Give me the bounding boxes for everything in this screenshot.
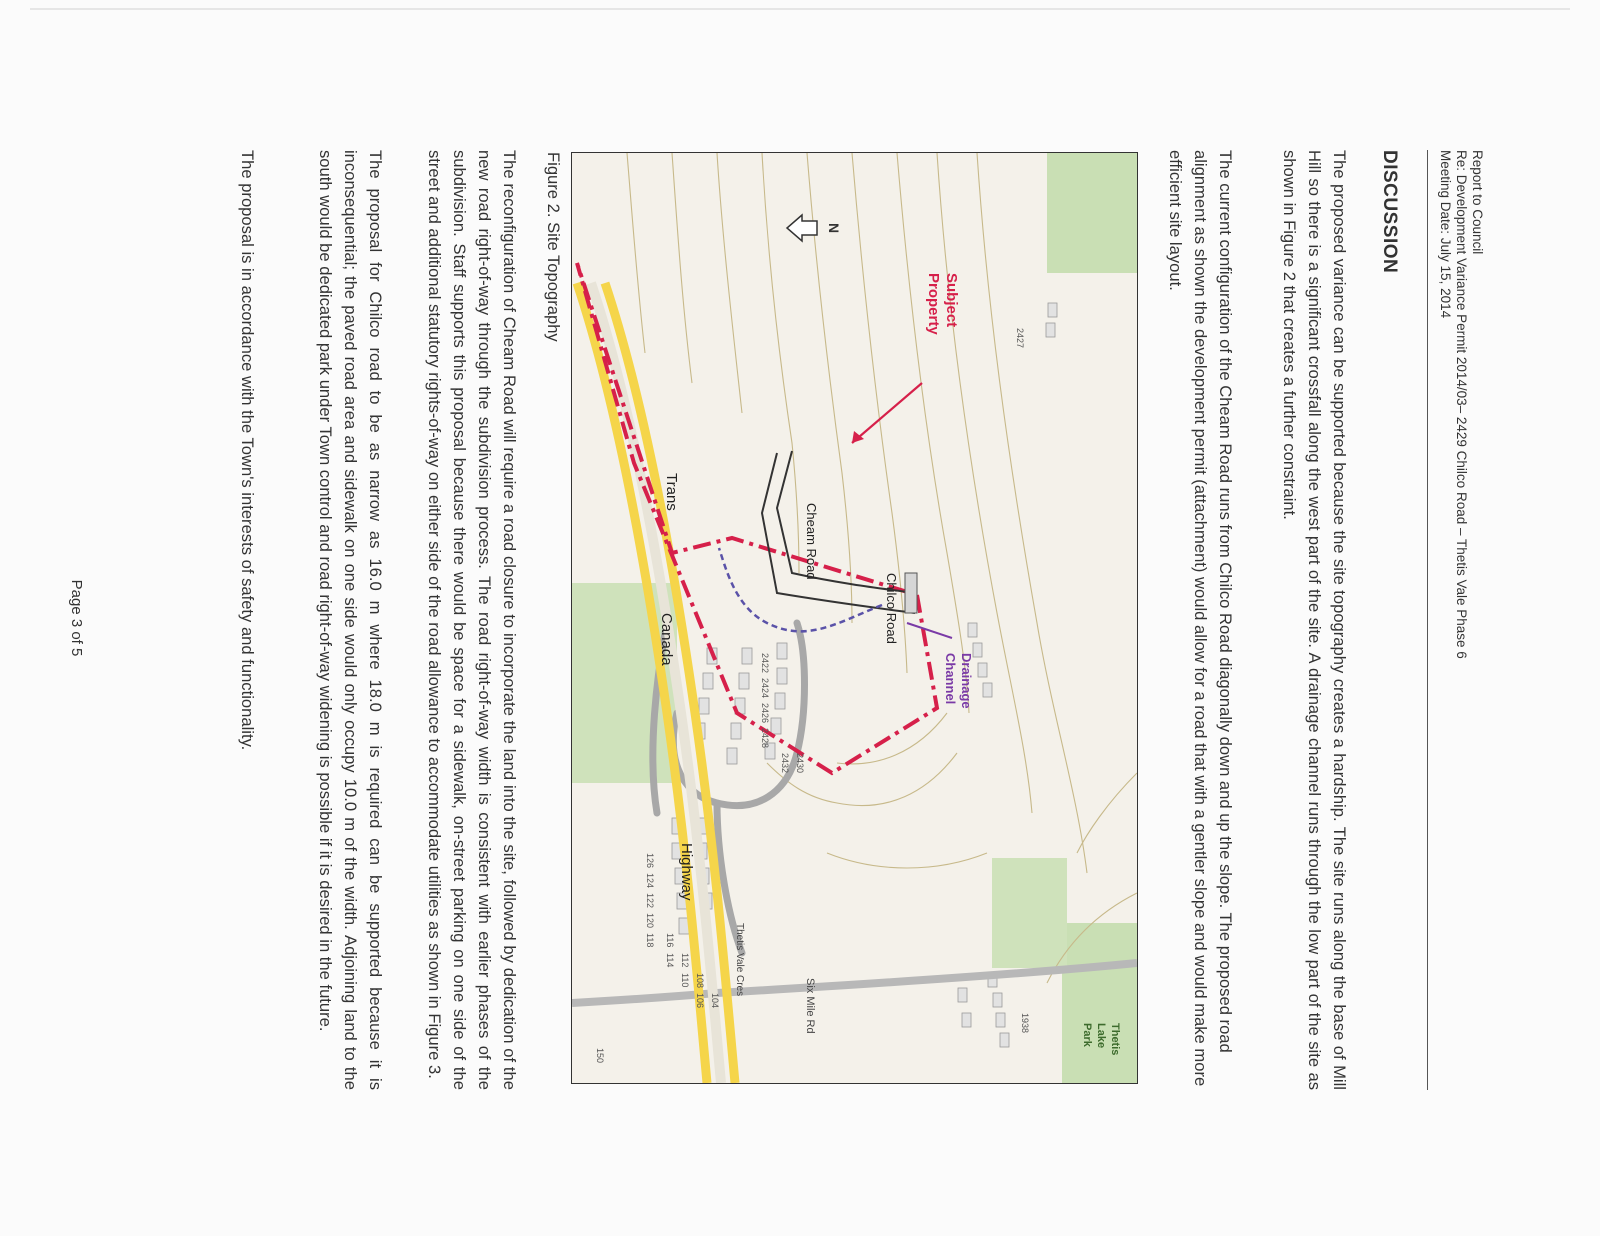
page-number: Page 3 of 5 [68,579,85,657]
park-label-3: Park [1081,1023,1093,1047]
lot-150: 150 [595,1048,605,1064]
chilco-road-label: Chilco Road [884,573,899,644]
lot-2426: 2426 [760,703,770,724]
park-label-1: Thetis [1109,1023,1121,1056]
highway-label-highway: Highway [678,843,695,901]
park-area-east [992,858,1067,968]
header-rule [1427,150,1428,1090]
lot-126: 126 [645,853,655,869]
lot-114: 114 [665,953,675,968]
lot-112: 112 [680,953,690,968]
subject-arrow-head [852,431,864,443]
north-label: N [826,222,842,234]
cheam-road-label: Cheam Road [804,503,819,580]
paragraph-current-configuration: The current configuration of the Cheam Road runs from Chilco Road diagonally down and up the slope. The proposed road alignment as shown the development permit (attachment) would allow for a road that with a gentler slope and would make more efficient site layout. [1166,150,1235,1087]
subject-label-2: Property [925,273,942,335]
report-header [1437,150,1485,659]
six-mile-road [572,963,1137,1003]
thetis-vale-label: Thetis Vale Cres [734,923,745,997]
paragraph-chilco-width: The proposal for Chilco road to be as narrow as 16.0 m where 18.0 m is required can be supported because it is inconsequential; the paved road area and sidewalk on one side would only occupy 10.0 m of the width. Adjoining land to the south would be dedicated park under Town control and road right-of-way widening is possible if it is desired in the future. [316,150,385,1090]
chilco-road-segment [905,573,917,613]
park-area-thetis-lake [1062,923,1137,1083]
lot-122: 122 [645,893,655,909]
lot-2422: 2422 [760,653,770,674]
lot-2427: 2427 [1015,328,1025,349]
lot-110: 110 [680,973,690,988]
section-heading: DISCUSSION [1379,150,1400,274]
header-line-3: Meeting Date: July 15, 2014 [1438,150,1453,319]
drainage-arrow-line [907,623,952,638]
paragraph-reconfiguration: The reconfiguration of Cheam Road will require a road closure to incorporate the land into the site, followed by dedication of the new road right-of-way through the subdivision process. The road right-of-way width is consistent with earlier phases of the subdivision. Staff supports this proposal because there would be space for a sidewalk, on-street parking on one side of the street and additional statutory rights-of-way on either side of the road allowance to accommodate utilities as shown in Figure 3. [425,150,519,1090]
lot-2432: 2432 [780,753,790,774]
highway-label-trans: Trans [663,473,680,511]
lot-124: 124 [645,873,655,889]
figure-caption: Figure 2. Site Topography [544,152,563,342]
lot-106: 106 [695,993,705,1009]
park-area-north [1047,153,1137,273]
paragraph-hardship: The proposed variance can be supported because the site topography creates a hardship. The site runs along the base of Mill Hill so there is a significant crossfall along the west part of the site. A drainage channel runs through the low part of the site as shown in Figure 2 that creates a further constraint. [1280,150,1349,1090]
lot-1938: 1938 [1020,1013,1030,1034]
drainage-label-1: Drainage [959,653,974,709]
six-mile-road-label: Six Mile Rd [804,978,816,1034]
lot-116: 116 [665,933,675,948]
lot-2424: 2424 [760,678,770,699]
lot-118: 118 [645,933,655,948]
lot-2428: 2428 [760,728,770,749]
drainage-label-2: Channel [943,653,958,705]
header-line-1: Report to Council [1470,150,1485,255]
lot-104: 104 [710,993,720,1009]
lot-2430: 2430 [795,753,805,774]
subject-arrow-line [852,383,922,443]
lot-108: 108 [695,973,705,989]
site-topography-map [571,152,1138,1084]
paragraph-conclusion: The proposal is in accordance with the Town's interests of safety and functionality. [238,150,257,751]
park-label-2: Lake [1095,1023,1107,1049]
subject-label-1: Subject [943,273,960,328]
header-line-2: Re: Development Variance Permit 2014/03– 2429 Chilco Road – Thetis Vale Phase 6 [1454,150,1469,659]
highway-label-canada: Canada [658,613,675,666]
map-svg [572,153,1137,1083]
lot-120: 120 [645,913,655,929]
